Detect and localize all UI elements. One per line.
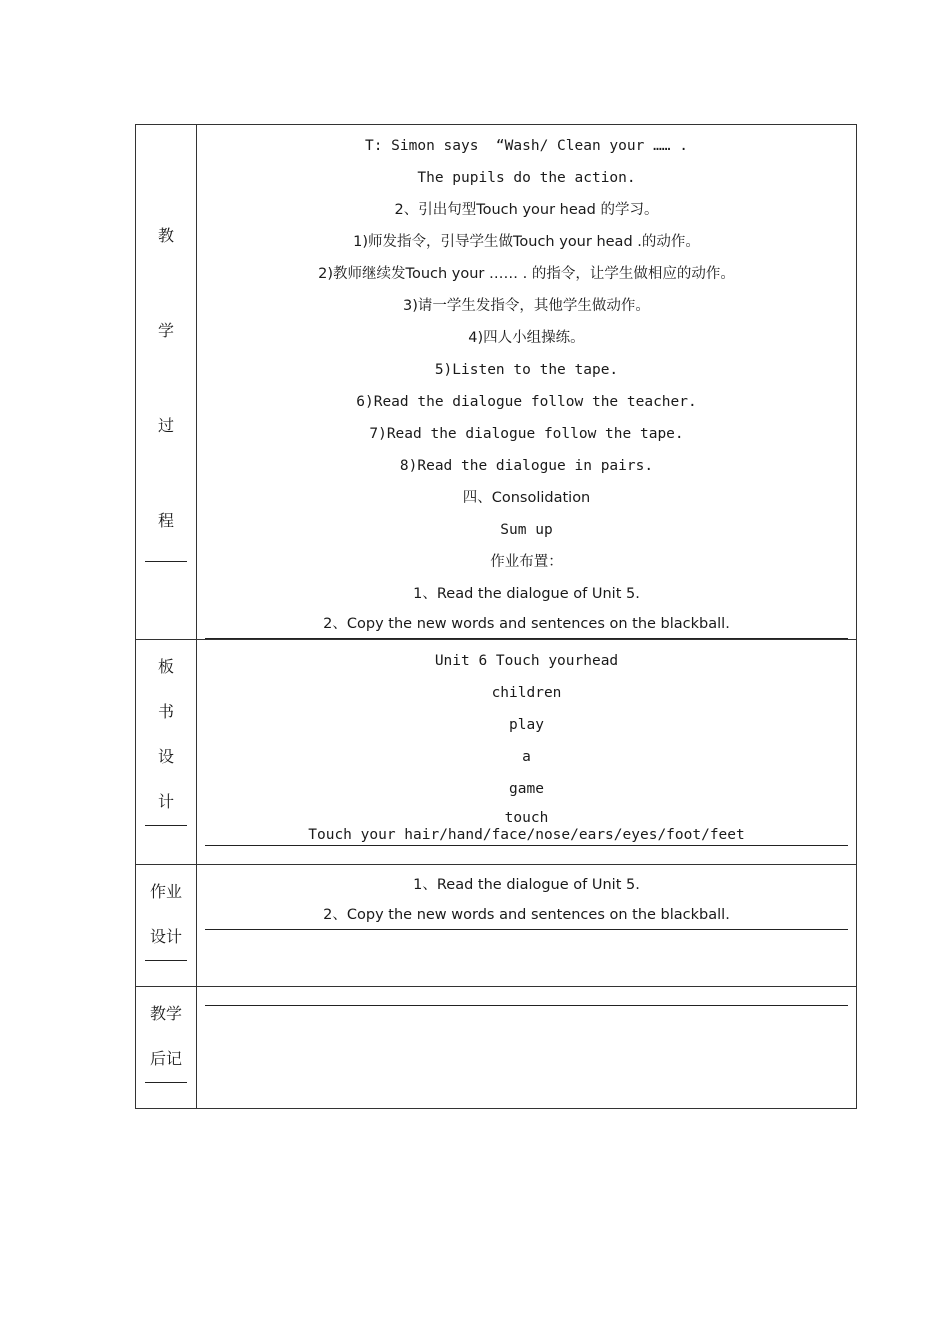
label-underline [145,561,187,562]
section-rule [205,929,848,930]
board-line: touch [504,810,549,826]
homework-label-char: 作业 [149,882,182,901]
process-label-char: 程 [157,511,174,530]
board-row [136,640,857,865]
process-line: 四、Consolidation [462,490,591,506]
process-line: The pupils do the action. [417,170,636,186]
board-line: Touch your hair/hand/face/nose/ears/eyes/foot/feet [308,827,745,843]
reflection-row [136,987,857,1109]
board-line: a [522,749,531,765]
process-line: 2、Copy the new words and sentences on the blackball. [323,616,730,632]
homework-label-cell [136,865,197,987]
reflection-content-cell [197,987,857,1109]
process-line: 5)Listen to the tape. [434,362,619,378]
process-line: 作业布置： [490,554,563,570]
process-line: T: Simon says “Wash/ Clean your …… . [364,138,688,154]
board-label-char: 计 [157,792,174,811]
board-label-char: 设 [157,747,174,766]
homework-row [136,865,857,987]
board-content-cell [197,640,857,865]
board-label-char: 书 [157,702,174,721]
reflection-label-cell [136,987,197,1109]
process-line: 3)请一学生发指令，其他学生做动作。 [403,298,650,314]
section-rule [205,1005,848,1006]
process-label-char: 过 [157,416,174,435]
section-rule [205,845,848,846]
process-line: 2)教师继续发Touch your …… . 的指令，让学生做相应的动作。 [318,266,735,282]
process-line: 6)Read the dialogue follow the teacher. [356,394,697,410]
board-label-cell [136,640,197,865]
process-label-cell [136,125,197,640]
homework-content-cell [197,865,857,987]
homework-line: 2、Copy the new words and sentences on the blackball. [323,907,730,923]
homework-label-char: 设计 [149,927,182,946]
process-content-cell [197,125,857,640]
board-line: Unit 6 Touch yourhead [434,653,619,669]
homework-line: 1、Read the dialogue of Unit 5. [413,877,640,893]
board-line: game [509,781,544,797]
board-line: children [491,685,562,701]
board-label-char: 板 [157,657,174,676]
label-underline [145,1082,187,1083]
process-line: 4)四人小组操练。 [468,330,585,346]
process-line: 2、引出句型Touch your head 的学习。 [394,202,659,218]
reflection-label-char: 教学 [149,1004,182,1023]
process-label-char: 学 [157,321,174,340]
process-row [136,125,857,640]
process-line: 1、Read the dialogue of Unit 5. [413,586,640,602]
process-label-char: 教 [157,226,174,245]
process-line: Sum up [500,522,553,538]
label-underline [145,825,187,826]
process-line: 7)Read the dialogue follow the tape. [369,426,684,442]
label-underline [145,960,187,961]
lesson-plan-table [135,124,857,1109]
process-line: 8)Read the dialogue in pairs. [399,458,654,474]
reflection-label-char: 后记 [149,1049,182,1068]
board-line: play [509,717,544,733]
process-line: 1)师发指令，引导学生做Touch your head .的动作。 [353,234,700,250]
